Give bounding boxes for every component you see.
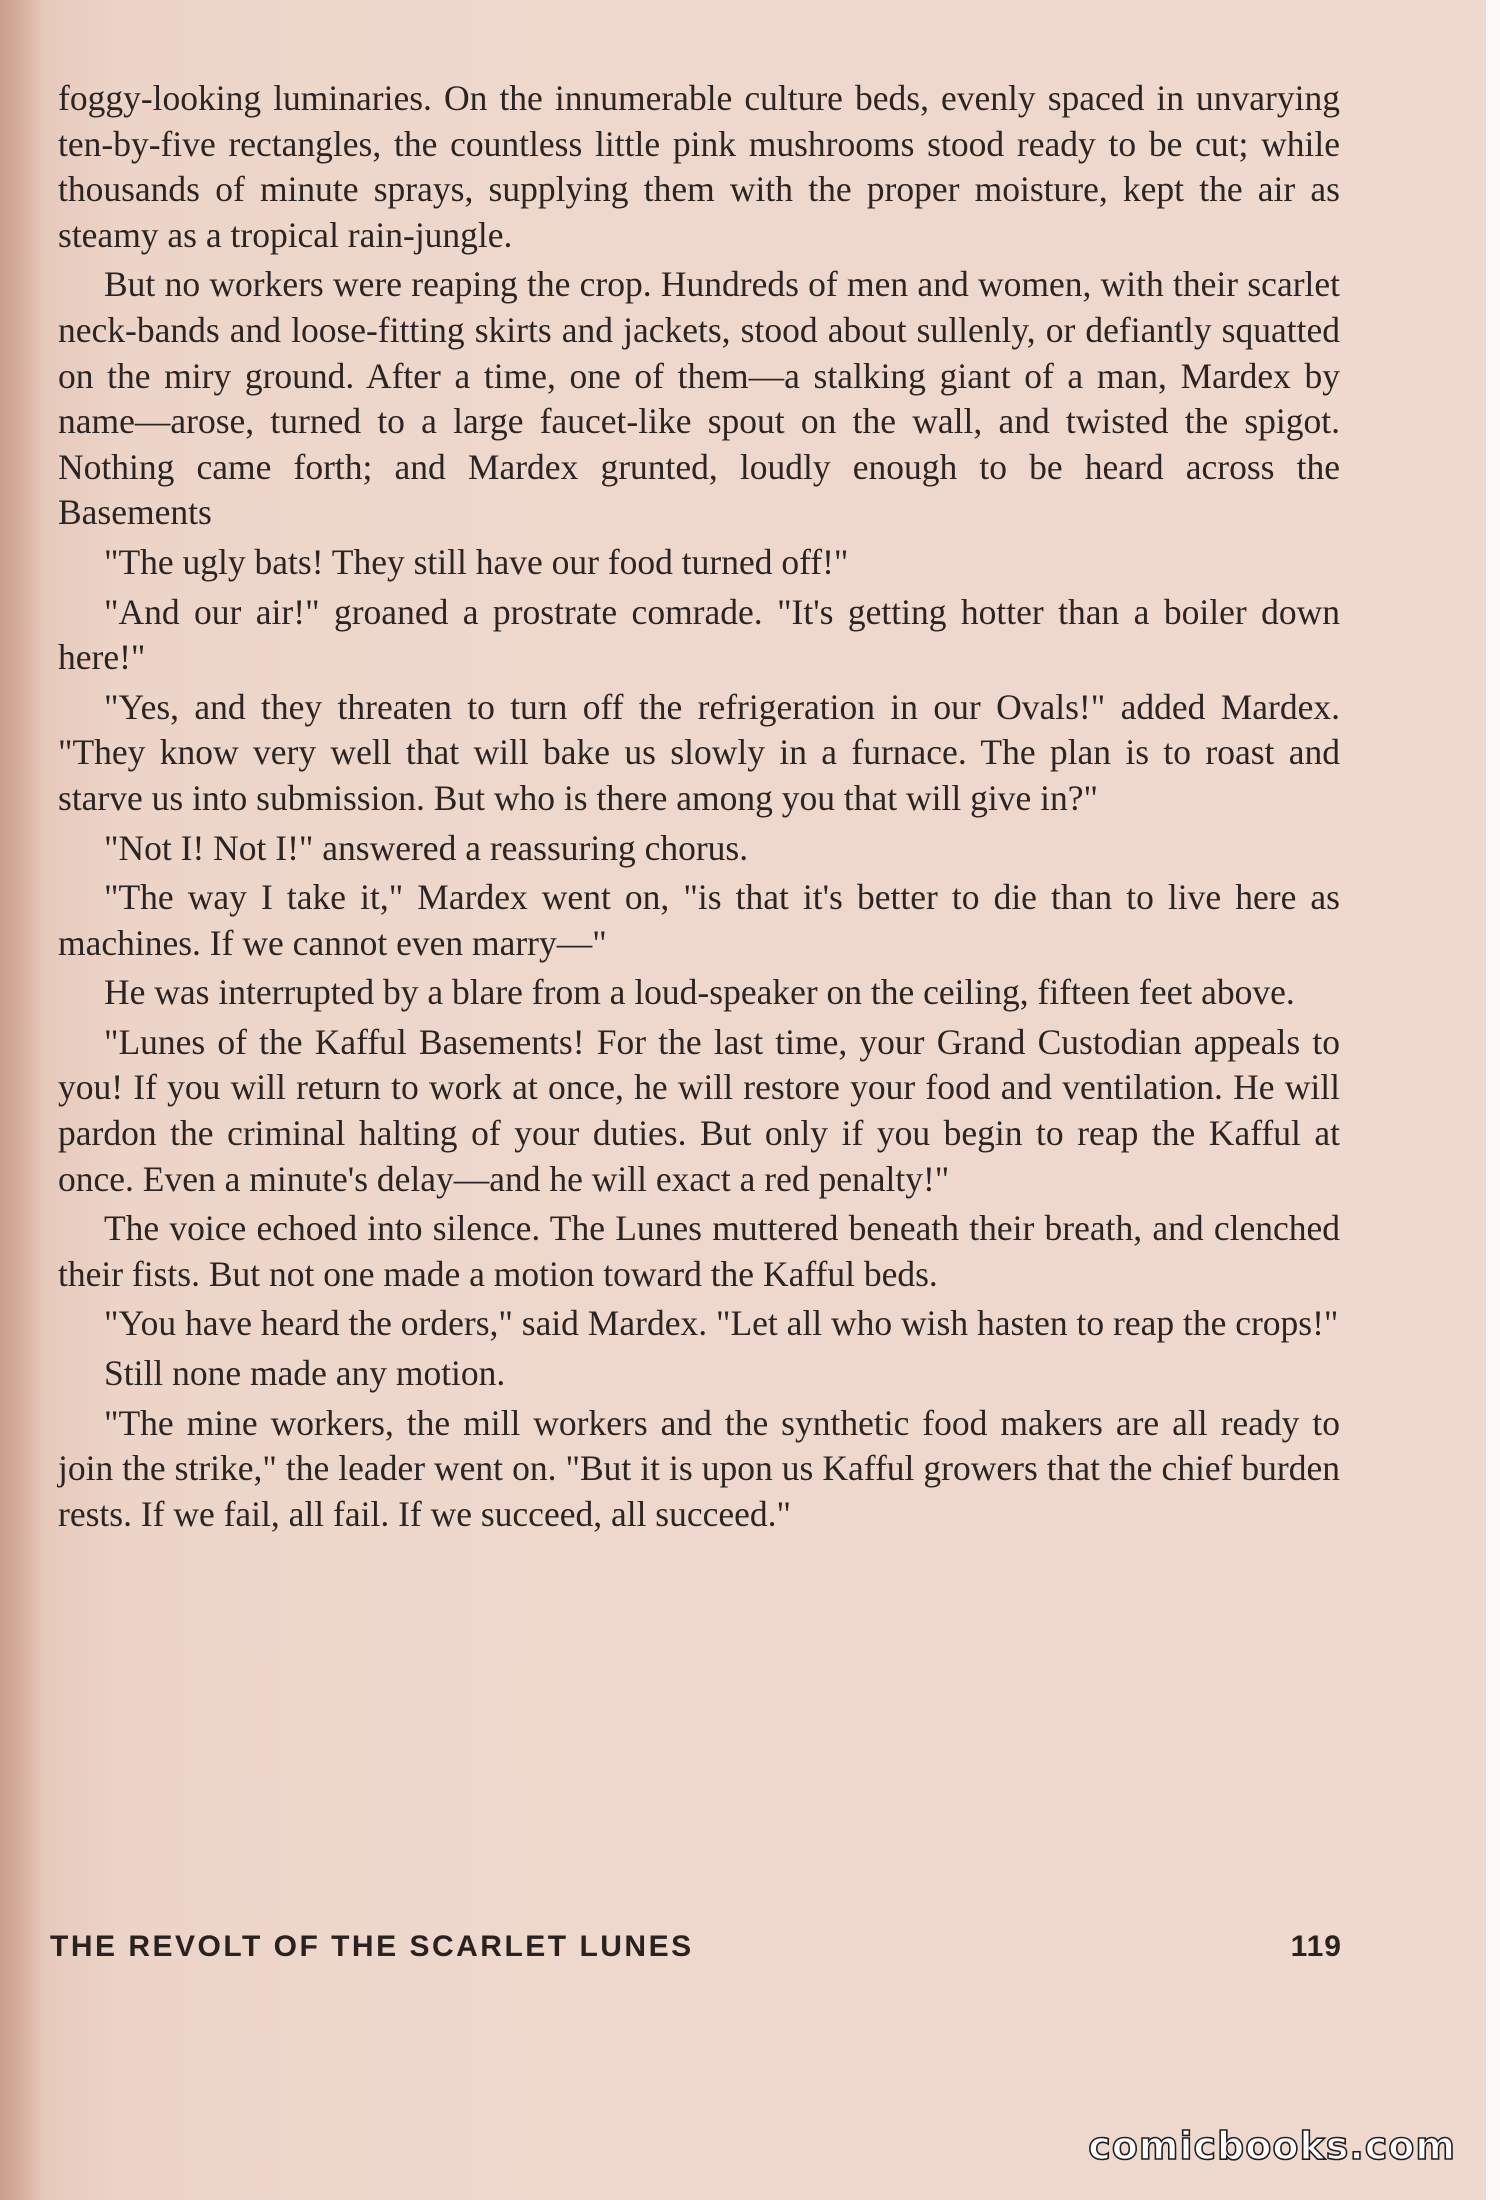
paragraph-5: "Yes, and they threaten to turn off the refrigeration in our Ovals!" added Mardex. "They know very well that will bake us slowly in a furnace. The plan is to roast and starve us into submission. But who is there among you that will give in?" — [58, 686, 1340, 818]
page-spine-shadow — [0, 0, 40, 2200]
paragraph-9: "Lunes of the Kafful Basements! For the last time, your Grand Custodian appeals to you! If you will return to work at once, he will restore your food and ventilation. He will pardon the criminal halting of your duties. But only if you begin to reap the Kafful at once. Even a minute's delay—and he will exact a red penalty!" — [58, 1021, 1340, 1199]
running-title: THE REVOLT OF THE SCARLET LUNES — [50, 1930, 694, 1963]
paragraph-3: "The ugly bats! They still have our food turned off!" — [104, 541, 849, 582]
paragraph-4: "And our air!" groaned a prostrate comrade. "It's getting hotter than a boiler down here!" — [58, 591, 1340, 678]
paragraph-7: "The way I take it," Mardex went on, "is that it's better to die than to live here as machines. If we cannot even marry—" — [58, 877, 1340, 963]
paragraph-12: Still none made any motion. — [104, 1353, 506, 1394]
page-footer — [50, 1930, 1342, 1964]
paragraph-6: "Not I! Not I!" answered a reassuring chorus. — [104, 827, 749, 868]
paragraph-8: He was interrupted by a blare from a loud-speaker on the ceiling, fifteen feet above. — [104, 972, 1295, 1013]
site-watermark: comicbooks.com — [1088, 2124, 1456, 2168]
paragraph-2: But no workers were reaping the crop. Hundreds of men and women, with their scarlet neck-bands and loose-fitting skirts and jackets, stood about sullenly, or defiantly squatted on the miry ground. After a time, one of them—a stalking giant of a man, Mardex by name—arose, turned to a large faucet-like spout on the wall, and twisted the spigot. Nothing came forth; and Mardex grunted, loudly enough to be heard across the Basements — [58, 264, 1340, 533]
paragraph-13: "The mine workers, the mill workers and the synthetic food makers are all ready to join the strike," the leader went on. "But it is upon us Kafful growers that the chief burden rests. If we fail, all fail. If we succeed, all succeed." — [58, 1402, 1340, 1534]
body-text — [58, 76, 1340, 1541]
paragraph-10: The voice echoed into silence. The Lunes muttered beneath their breath, and clenched their fists. But not one made a motion toward the Kafful beds. — [58, 1208, 1340, 1294]
paragraph-1: foggy-looking luminaries. On the innumerable culture beds, evenly spaced in unvarying ten-by-five rectangles, the countless little pink mushrooms stood ready to be cut; while thousands of minute sprays, supplying them with the proper moisture, kept the air as steamy as a tropical rain-jungle. — [58, 78, 1340, 255]
page-number: 119 — [1290, 1930, 1342, 1963]
paragraph-11: "You have heard the orders," said Mardex. "Let all who wish hasten to reap the crops!" — [104, 1303, 1339, 1344]
